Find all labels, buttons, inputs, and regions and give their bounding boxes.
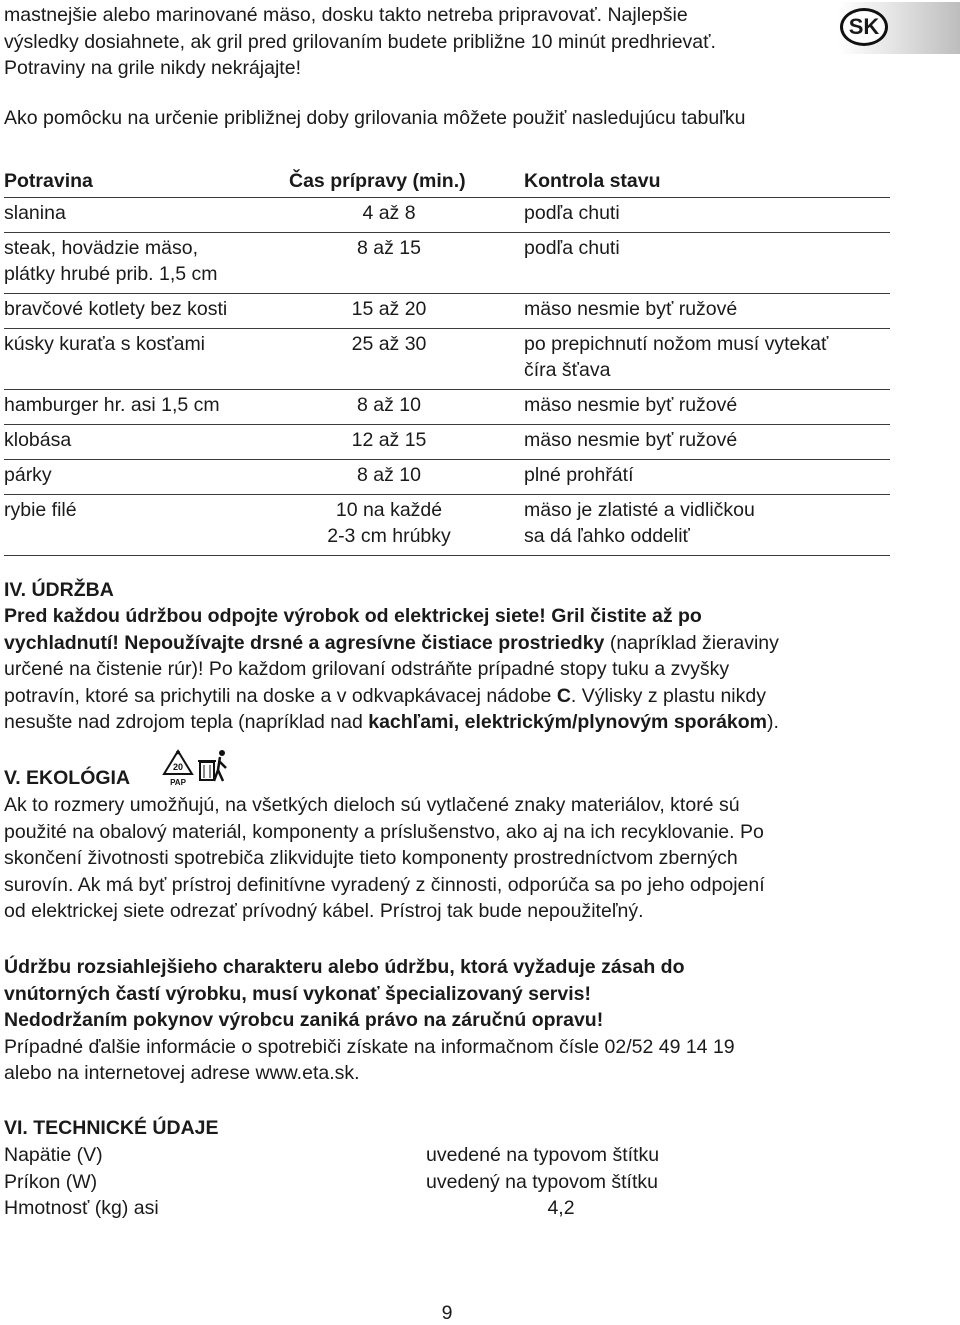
service-warning: Údržbu rozsiahlejšieho charakteru alebo údržbu, ktorá vyžaduje zásah do [4, 956, 685, 978]
ecology-line: skončení životnosti spotrebiča zlikvidujte tieto komponenty prostredníctvom zberných [4, 847, 738, 869]
cell-food-line: bravčové kotlety bez kosti [4, 298, 228, 320]
table-row [4, 425, 890, 460]
cell-check [524, 331, 828, 383]
maintenance-warning: Pred každou údržbou odpojte výrobok od elektrickej siete! Gril čistite až po [4, 605, 702, 627]
cell-check-line: mäso je zlatisté a vidličkou [524, 499, 755, 521]
cell-time-line: 15 až 20 [351, 298, 427, 320]
spec-label: Hmotnosť (kg) asi [4, 1197, 159, 1219]
cell-time [289, 497, 489, 549]
cell-check-line: podľa chuti [524, 237, 620, 259]
spec-row [4, 1142, 704, 1169]
cell-food-line: kúsky kuraťa s kosťami [4, 333, 206, 355]
table-row [4, 233, 890, 294]
maintenance-line [4, 683, 904, 710]
service-line: Prípadné ďalšie informácie o spotrebiči získate na informačnom čísle 02/52 49 14 19 [4, 1035, 735, 1058]
table-row [4, 329, 890, 390]
cell-time [289, 331, 489, 357]
maintenance-text: ). [767, 711, 779, 733]
maintenance-text: (napríklad žieraviny [604, 631, 779, 654]
table-row [4, 294, 890, 329]
cell-time [289, 200, 489, 226]
ecology-line: surovín. Ak má byť prístroj definitívne vyradený z činnosti, odporúča sa po jeho odpojení [4, 873, 765, 896]
cell-food [4, 200, 66, 226]
ecology-line: Ak to rozmery umožňujú, na všetkých dieloch sú vytlačené znaky materiálov, ktoré sú [4, 794, 740, 816]
cell-check [524, 235, 620, 261]
maintenance-bold: vychladnutí! [4, 631, 119, 654]
ecology-text [4, 792, 904, 925]
spec-value: uvedené na typovom štítku [426, 1144, 660, 1166]
cell-food [4, 296, 227, 322]
cell-time-line: 8 až 10 [357, 464, 421, 486]
cell-check [524, 462, 634, 488]
cell-food-line: rybie filé [4, 499, 77, 521]
maintenance-line [4, 630, 904, 657]
language-badge [838, 2, 960, 54]
spec-row [4, 1169, 704, 1196]
cell-time [289, 392, 489, 418]
cell-food-line: steak, hovädzie mäso, [4, 237, 199, 259]
cell-time [289, 296, 489, 322]
cell-time-line: 8 až 10 [357, 394, 421, 416]
spec-label: Napätie (V) [4, 1144, 103, 1166]
warranty-warning: Nedodržaním pokynov výrobcu zaniká právo na záručnú opravu! [4, 1009, 604, 1031]
cell-time-line: 8 až 15 [357, 237, 421, 259]
intro-line: mastnejšie alebo marinované mäso, dosku takto netreba pripravovať. Najlepšie [4, 4, 688, 26]
cell-food-line: slanina [4, 202, 66, 224]
cell-food [4, 392, 220, 418]
intro-line: výsledky dosiahnete, ak gril pred grilovaním budete približne 10 minút predhrievať. [4, 30, 716, 53]
section-heading: VI. TECHNICKÉ ÚDAJE [4, 1117, 219, 1139]
container-letter: C [556, 684, 571, 707]
intro-warning: Potraviny na grile nikdy nekrájajte! [4, 57, 301, 79]
spec-value: 4,2 [547, 1197, 575, 1219]
header-time: Čas prípravy (min.) [289, 170, 466, 192]
cell-time-line: 12 až 15 [351, 429, 427, 451]
ecology-line: od elektrickej siete odrezať prívodný kábel. Prístroj tak bude nepoužiteľný. [4, 900, 644, 922]
section-heading: IV. ÚDRŽBA [4, 579, 114, 601]
table-body [4, 198, 890, 556]
maintenance-text: . Výlisky z plastu nikdy [570, 684, 766, 707]
grill-time-table [4, 164, 890, 556]
section-heading: V. EKOLÓGIA [4, 767, 131, 789]
cell-food-line: plátky hrubé prib. 1,5 cm [4, 263, 218, 285]
cell-time [289, 235, 489, 261]
maintenance-line [4, 709, 904, 736]
cell-time-line: 10 na každé [335, 499, 443, 521]
spec-value: uvedený na typovom štítku [426, 1170, 658, 1193]
cell-food [4, 235, 218, 287]
header-food: Potravina [4, 170, 93, 192]
cell-check [524, 200, 620, 226]
cell-food-line: párky [4, 464, 52, 486]
cell-time [289, 462, 489, 488]
cell-check [524, 427, 737, 453]
cell-food [4, 497, 77, 523]
language-code: SK [840, 8, 888, 46]
cell-check [524, 392, 737, 418]
table-row [4, 495, 890, 556]
cell-time-line: 4 až 8 [362, 202, 416, 224]
maintenance-text: potravín, ktoré sa prichytili na doske a v odkvapkávacej nádobe [4, 684, 557, 707]
cell-time [289, 427, 489, 453]
cell-food [4, 462, 52, 488]
cell-check-line: sa dá ľahko oddeliť [524, 525, 690, 547]
cell-food [4, 427, 71, 453]
table-row [4, 198, 890, 233]
table-row [4, 460, 890, 495]
table-lead: Ako pomôcku na určenie približnej doby grilovania môžete použiť nasledujúcu tabuľku [4, 107, 746, 129]
cell-check-line: po prepichnutí nožom musí vytekať [524, 333, 829, 355]
recycle-label: PAP [170, 778, 186, 787]
cell-check [524, 296, 737, 322]
cell-check-line: mäso nesmie byť ružové [524, 298, 738, 320]
cell-food-line: klobása [4, 429, 72, 451]
trash-bin-icon [198, 750, 226, 781]
service-line: alebo na internetovej adrese www.eta.sk. [4, 1062, 360, 1084]
cell-food [4, 331, 205, 357]
cell-check-line: čírа šťava [524, 359, 611, 381]
cell-check-line: mäso nesmie byť ružové [524, 429, 738, 451]
cell-check-line: plné prohřátí [524, 464, 634, 486]
ecology-line: použité na obalový materiál, komponenty a príslušenstvo, ako aj na ich recyklovanie. Po [4, 820, 764, 843]
intro-text [4, 2, 834, 82]
table-row [4, 390, 890, 425]
spec-row [4, 1195, 704, 1222]
spec-label: Príkon (W) [4, 1170, 98, 1193]
service-warning: vnútorných častí výrobku, musí vykonať špecializovaný servis! [4, 982, 591, 1005]
cell-food-line: hamburger hr. asi 1,5 cm [4, 394, 220, 416]
tech-specs [4, 1142, 704, 1222]
recycle-symbol-icon [160, 748, 232, 788]
maintenance-bold: kachľami, elektrickým/plynovým sporákom [368, 711, 768, 733]
maintenance-line: určené na čistenie rúr)! Po každom grilovaní odstráňte prípadné stopy tuku a zvyšky [4, 658, 730, 680]
header-check: Kontrola stavu [524, 170, 661, 192]
cell-check-line: mäso nesmie byť ružové [524, 394, 738, 416]
maintenance-bold: Nepoužívajte drsné a agresívne čistiace prostriedky [124, 631, 605, 654]
service-text [4, 954, 904, 1087]
cell-time-line: 25 až 30 [351, 333, 427, 355]
maintenance-text: nesušte nad zdrojom tepla (napríklad nad [4, 711, 369, 733]
maintenance-section [4, 577, 904, 736]
cell-check [524, 497, 755, 549]
cell-time-line: 2-3 cm hrúbky [327, 525, 451, 547]
recycling-icons [160, 748, 232, 788]
page-number: 9 [441, 1302, 453, 1324]
recycle-number: 20 [172, 762, 184, 772]
table-header [4, 164, 890, 198]
cell-check-line: podľa chuti [524, 202, 620, 224]
